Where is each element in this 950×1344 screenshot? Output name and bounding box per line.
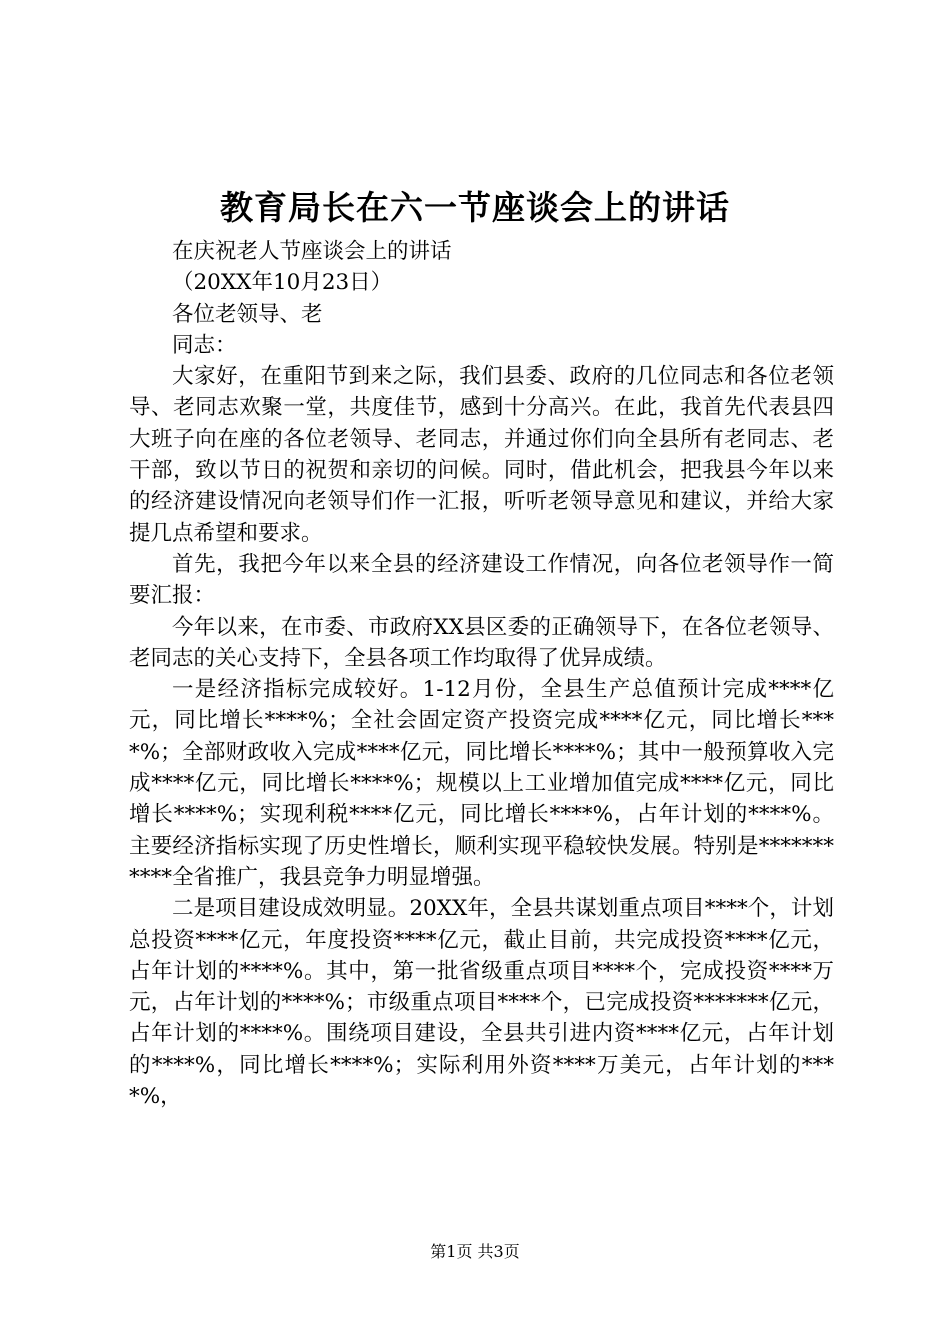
page-number-footer: 第1页 共3页 <box>430 1242 520 1261</box>
salutation-line-2: 同志： <box>172 332 237 358</box>
body-paragraph: 首先，我把今年以来全县的经济建设工作情况，向各位老领导作一简要汇报： <box>129 551 834 609</box>
body-paragraph: 大家好，在重阳节到来之际，我们县委、政府的几位同志和各位老领导、老同志欢聚一堂，共度佳节，感到十分高兴。在此，我首先代表县四大班子向在座的各位老领导、老同志，并通过你们向全县所有老同志、老干部，致以节日的祝贺和亲切的问候。同时，借此机会，把我县今年以来的经济建设情况向老领导们作一汇报，听听老领导意见和建议，并给大家提几点希望和要求。 <box>129 364 834 546</box>
document-body <box>129 236 834 1112</box>
body-paragraph: 一是经济指标完成较好。1-12月份，全县生产总值预计完成****亿元，同比增长****%；全社会固定资产投资完成****亿元，同比增长****%；全部财政收入完成****亿元，同比增长****%；其中一般预算收入完成****亿元，同比增长****%；规模以上工业增加值完成****亿元，同比增长****%；实现利税****亿元，同比增长****%，占年计划的****%。主要经济指标实现了历史性增长，顺利实现平稳较快发展。特别是***********全省推广，我县竞争力明显增强。 <box>129 677 834 890</box>
body-paragraph: 今年以来，在市委、市政府XX县区委的正确领导下，在各位老领导、老同志的关心支持下，全县各项工作均取得了优异成绩。 <box>129 614 834 671</box>
speech-date: （20XX年10月23日） <box>172 270 393 296</box>
speech-subtitle: 在庆祝老人节座谈会上的讲话 <box>172 239 452 264</box>
body-paragraph: 二是项目建设成效明显。20XX年，全县共谋划重点项目****个，计划总投资****亿元，年度投资****亿元，截止目前，共完成投资****亿元，占年计划的****%。其中，第一批省级重点项目****个，完成投资****万元，占年计划的****%；市级重点项目****个，已完成投资*******亿元，占年计划的****%。围绕项目建设，全县共引进内资****亿元，占年计划的****%，同比增长****%；实际利用外资****万美元，占年计划的****%， <box>129 896 834 1110</box>
document-title: 教育局长在六一节座谈会上的讲话 <box>220 188 730 227</box>
salutation-line-1: 各位老领导、老 <box>172 301 323 327</box>
